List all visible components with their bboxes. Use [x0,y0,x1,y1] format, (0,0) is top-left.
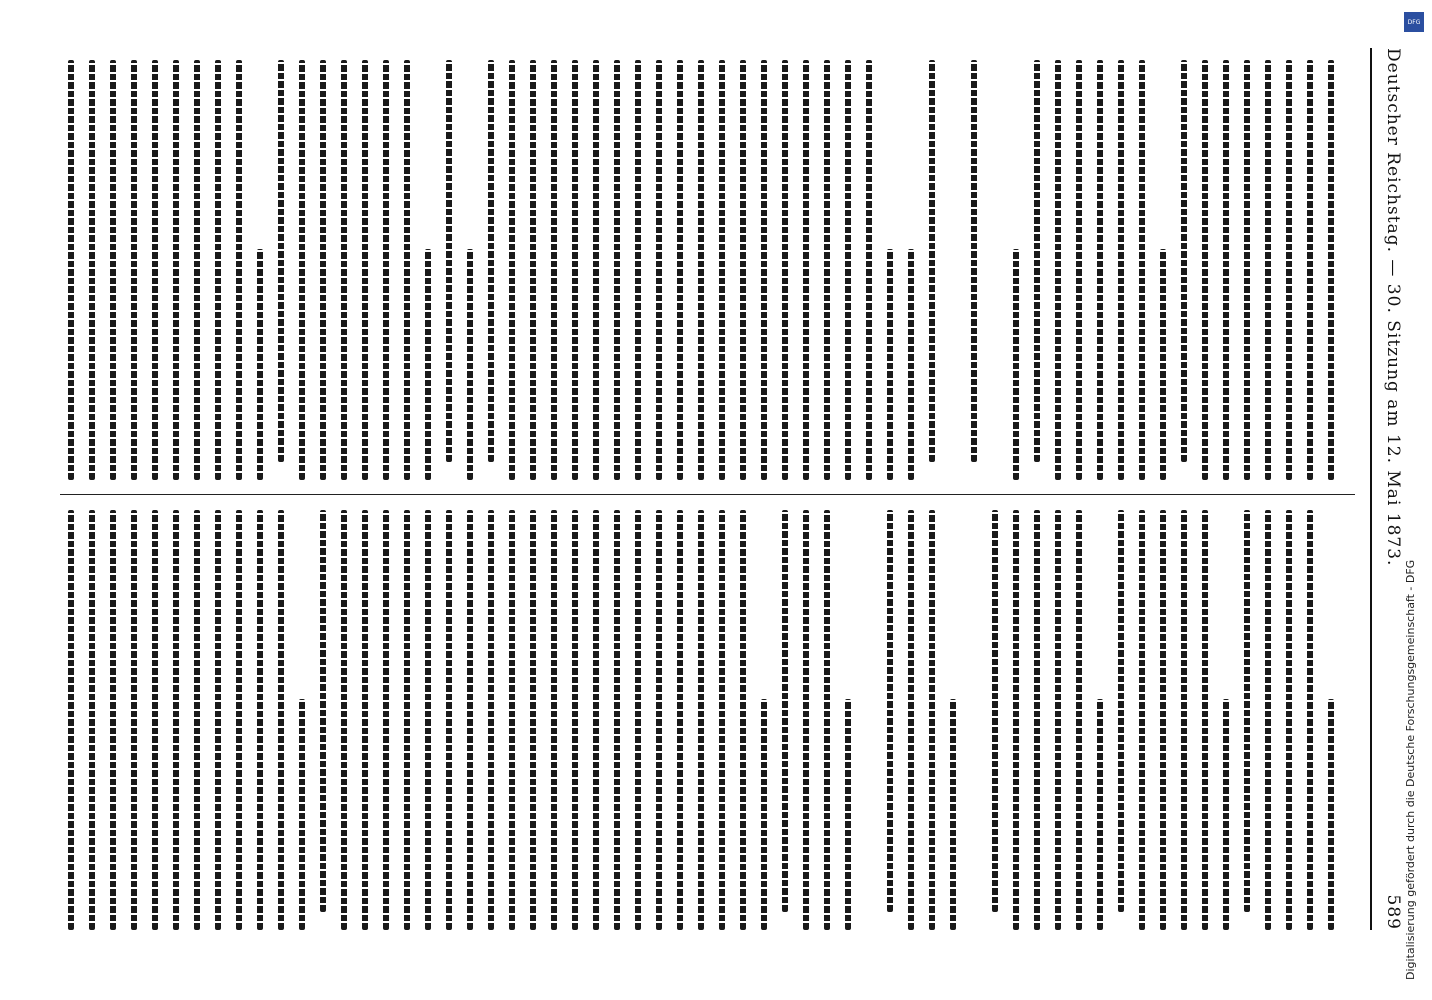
text-line [215,510,221,930]
text-line [551,510,557,930]
page-number: 589 [1383,894,1403,930]
text-column-left [60,510,1355,930]
text-line [1097,60,1103,480]
text-line [698,510,704,930]
text-line [530,60,536,480]
text-line [152,510,158,930]
text-line [908,510,914,930]
text-line [488,510,494,930]
text-line [572,510,578,930]
text-line [1307,510,1313,930]
running-header [1380,48,1406,930]
text-line [614,510,620,930]
text-line [782,60,788,480]
text-line [677,60,683,480]
text-line [656,510,662,930]
text-line [488,60,494,462]
header-rule [1370,48,1372,930]
text-line [866,60,872,480]
text-line [425,249,431,480]
text-line [635,60,641,480]
text-line [425,510,431,930]
text-line [551,60,557,480]
text-line [68,60,74,480]
text-line [89,510,95,930]
text-line [236,510,242,930]
text-line [1307,60,1313,480]
text-line [1034,60,1040,462]
text-line [677,510,683,930]
text-line [1013,249,1019,480]
text-line [152,60,158,480]
text-line [593,60,599,480]
text-line [110,510,116,930]
text-line [404,60,410,480]
text-line [236,60,242,480]
text-line [1034,510,1040,930]
text-line [509,60,515,480]
text-line [824,60,830,480]
text-line [1013,510,1019,930]
header-title: Deutscher Reichstag. — 30. Sitzung am 12. Mai 1873. [1383,48,1403,567]
text-line [1265,510,1271,930]
text-line [845,699,851,930]
text-line [1076,60,1082,480]
text-line [383,510,389,930]
text-line [887,249,893,480]
text-line [1055,510,1061,930]
text-line [320,60,326,480]
text-line [446,60,452,462]
text-line [1328,60,1334,480]
text-line [1181,510,1187,930]
text-line [719,510,725,930]
text-line [656,60,662,480]
text-line [278,60,284,462]
text-line [908,249,914,480]
text-line [278,510,284,930]
text-line [929,60,935,462]
text-line [1286,510,1292,930]
text-line [131,60,137,480]
text-line [89,60,95,480]
text-line [341,60,347,480]
text-line [845,60,851,480]
text-line [299,60,305,480]
text-line [173,60,179,480]
text-line [1202,60,1208,480]
text-line [719,60,725,480]
text-line [698,60,704,480]
text-line [740,60,746,480]
digitization-watermark: Digitalisierung gefördert durch die Deutsche Forschungsgemeinschaft - DFG [1404,559,1417,980]
text-line [194,510,200,930]
text-line [1055,60,1061,480]
text-line [257,510,263,930]
text-line [299,699,305,930]
text-line [761,699,767,930]
text-line [404,510,410,930]
text-line [383,60,389,480]
text-line [1160,249,1166,480]
text-line [635,510,641,930]
text-line [68,510,74,930]
dfg-logo: DFG [1404,12,1424,32]
text-line [215,60,221,480]
column-divider [60,494,1355,495]
text-line [1181,60,1187,462]
text-line [593,510,599,930]
text-line [110,60,116,480]
text-line [446,510,452,930]
text-line [1097,699,1103,930]
text-line [1244,60,1250,480]
text-line [992,510,998,912]
text-line [1328,699,1334,930]
text-line [257,249,263,480]
text-line [1244,510,1250,912]
text-line [782,510,788,912]
text-line [362,510,368,930]
text-line [341,510,347,930]
text-line [824,510,830,930]
text-line [362,60,368,480]
text-line [1118,60,1124,480]
text-line [929,510,935,930]
text-line [1118,510,1124,912]
text-line [1223,60,1229,480]
text-line [1139,510,1145,930]
text-line [320,510,326,912]
text-line [761,60,767,480]
text-line [467,510,473,930]
text-line [803,60,809,480]
text-line [950,699,956,930]
text-line [1265,60,1271,480]
text-line [1076,510,1082,930]
text-line [1202,510,1208,930]
text-line [173,510,179,930]
text-line [1160,510,1166,930]
text-line [803,510,809,930]
text-line [1286,60,1292,480]
text-line [572,60,578,480]
text-line [971,60,977,462]
text-line [1139,60,1145,480]
text-column-right [60,60,1355,480]
text-line [131,510,137,930]
text-line [194,60,200,480]
text-line [740,510,746,930]
text-line [467,249,473,480]
text-line [509,510,515,930]
text-line [530,510,536,930]
text-line [614,60,620,480]
text-line [1223,699,1229,930]
text-line [887,510,893,912]
